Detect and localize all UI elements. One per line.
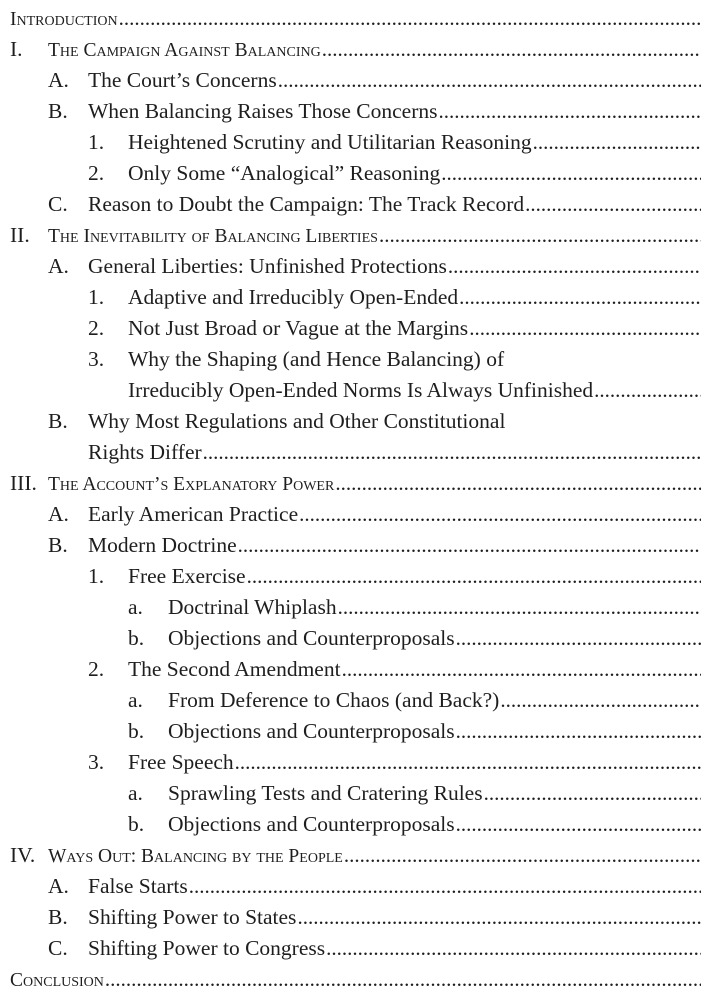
toc-entry-part-3-b[interactable] [0, 530, 701, 561]
toc-entry-part-3-b-1[interactable] [0, 561, 701, 592]
toc-entry-title: The Inevitability of Balancing Liberties [48, 226, 378, 247]
toc-entry-part-2-a-3[interactable] [0, 344, 701, 406]
dot-leader [459, 282, 701, 313]
toc-entry-number: C. [48, 936, 68, 960]
toc-entry-title: Adaptive and Irreducibly Open-Ended [128, 285, 459, 309]
toc-entry-title: Doctrinal Whiplash [168, 595, 337, 619]
toc-entry-part-3-b-3-b[interactable] [0, 809, 701, 840]
dot-leader [484, 778, 701, 809]
toc-entry-title: Modern Doctrine [88, 533, 237, 557]
dot-leader [525, 189, 701, 220]
dot-leader [456, 809, 701, 840]
toc-entry-part-4-c[interactable] [0, 933, 701, 964]
toc-entry-part-2[interactable] [0, 220, 701, 251]
toc-entry-title: Early American Practice [88, 502, 299, 526]
toc-entry-number: A. [48, 68, 69, 92]
dot-leader [189, 871, 701, 902]
toc-entry-number: b. [128, 626, 145, 650]
toc-entry-title: Objections and Counterproposals [168, 626, 455, 650]
toc-entry-number: B. [48, 533, 68, 557]
toc-entry-title: Objections and Counterproposals [168, 719, 455, 743]
toc-entry-title: Shifting Power to Congress [88, 936, 326, 960]
toc-entry-part-1-b-2[interactable] [0, 158, 701, 189]
toc-entry-number: A. [48, 874, 69, 898]
dot-leader [342, 654, 701, 685]
toc-entry-number: 2. [88, 657, 105, 681]
dot-leader [594, 375, 701, 406]
dot-leader [326, 933, 701, 964]
dot-leader [335, 468, 701, 499]
toc-entry-title: Free Exercise [128, 564, 246, 588]
toc-entry-part-2-b[interactable] [0, 406, 701, 468]
dot-leader [119, 3, 701, 34]
toc-entry-number: C. [48, 192, 68, 216]
toc-entry-number: A. [48, 502, 69, 526]
toc-entry-part-3-b-2-b[interactable] [0, 716, 701, 747]
toc-entry-number: 1. [88, 285, 105, 309]
dot-leader [448, 251, 701, 282]
toc-entry-title: When Balancing Raises Those Concerns [88, 99, 438, 123]
dot-leader [379, 220, 701, 251]
dot-leader [105, 964, 701, 995]
toc-entry-number: 1. [88, 564, 105, 588]
toc-entry-number: B. [48, 99, 68, 123]
toc-entry-title: Ways Out: Balancing by the People [48, 846, 343, 867]
toc-entry-title-continued: Irreducibly Open-Ended Norms Is Always Unfinished [128, 378, 594, 402]
toc-entry-number: III. [10, 471, 37, 495]
dot-leader [247, 561, 701, 592]
toc-entry-title-continued: Rights Differ [88, 440, 202, 464]
toc-entry-conclusion[interactable] [0, 964, 701, 995]
toc-entry-part-1-c[interactable] [0, 189, 701, 220]
toc-entry-title: Why Most Regulations and Other Constitutional [88, 409, 506, 433]
toc-entry-title: General Liberties: Unfinished Protections [88, 254, 447, 278]
dot-leader [344, 840, 701, 871]
toc-entry-part-3-b-3[interactable] [0, 747, 701, 778]
dot-leader [338, 592, 701, 623]
toc-entry-number: b. [128, 812, 145, 836]
toc-entry-title: Why the Shaping (and Hence Balancing) of [128, 347, 505, 371]
toc-entry-title: Heightened Scrutiny and Utilitarian Reasoning [128, 130, 532, 154]
toc-entry-part-3-a[interactable] [0, 499, 701, 530]
toc-entry-number: I. [10, 37, 23, 61]
toc-entry-title: The Campaign Against Balancing [48, 40, 321, 61]
toc-entry-number: a. [128, 688, 143, 712]
dot-leader [235, 747, 701, 778]
toc-entry-title: The Account’s Explanatory Power [48, 474, 335, 495]
toc-entry-title: Introduction [10, 9, 118, 30]
toc-entry-part-4-b[interactable] [0, 902, 701, 933]
toc-entry-part-3-b-1-a[interactable] [0, 592, 701, 623]
toc-entry-title: Not Just Broad or Vague at the Margins [128, 316, 469, 340]
toc-entry-number: B. [48, 409, 68, 433]
toc-entry-part-4[interactable] [0, 840, 701, 871]
dot-leader [238, 530, 701, 561]
dot-leader [322, 34, 701, 65]
toc-entry-title: Free Speech [128, 750, 234, 774]
dot-leader [203, 437, 701, 468]
dot-leader [439, 96, 702, 127]
toc-entry-title: From Deference to Chaos (and Back?) [168, 688, 500, 712]
toc-entry-number: a. [128, 781, 143, 805]
dot-leader [297, 902, 701, 933]
toc-entry-number: IV. [10, 843, 36, 867]
toc-entry-title: Objections and Counterproposals [168, 812, 455, 836]
toc-entry-title: The Court’s Concerns [88, 68, 277, 92]
toc-entry-part-1-a[interactable] [0, 65, 701, 96]
toc-entry-part-2-a-2[interactable] [0, 313, 701, 344]
dot-leader [278, 65, 701, 96]
toc-entry-number: B. [48, 905, 68, 929]
toc-entry-number: A. [48, 254, 69, 278]
toc-entry-part-2-a-1[interactable] [0, 282, 701, 313]
toc-entry-title: Sprawling Tests and Cratering Rules [168, 781, 483, 805]
dot-leader [456, 716, 701, 747]
toc-entry-title: Shifting Power to States [88, 905, 297, 929]
toc-entry-number: II. [10, 223, 30, 247]
toc-entry-title: False Starts [88, 874, 188, 898]
toc-entry-number: 2. [88, 161, 105, 185]
dot-leader [469, 313, 701, 344]
toc-entry-part-1-b-1[interactable] [0, 127, 701, 158]
dot-leader [441, 158, 701, 189]
toc-entry-part-3-b-2-a[interactable] [0, 685, 701, 716]
toc-entry-part-3[interactable] [0, 468, 701, 499]
toc-entry-number: 3. [88, 347, 105, 371]
dot-leader [533, 127, 701, 158]
toc-entry-number: 3. [88, 750, 105, 774]
toc-entry-number: 1. [88, 130, 105, 154]
toc-entry-title: The Second Amendment [128, 657, 341, 681]
toc-entry-title: Reason to Doubt the Campaign: The Track Record [88, 192, 525, 216]
toc-entry-part-2-a[interactable] [0, 251, 701, 282]
toc-entry-number: b. [128, 719, 145, 743]
toc-entry-title: Only Some “Analogical” Reasoning [128, 161, 441, 185]
toc-entry-part-1-b[interactable] [0, 96, 701, 127]
toc-entry-number: 2. [88, 316, 105, 340]
dot-leader [500, 685, 701, 716]
toc-entry-introduction[interactable] [0, 3, 701, 34]
toc-entry-part-3-b-1-b[interactable] [0, 623, 701, 654]
dot-leader [456, 623, 701, 654]
toc-entry-part-1[interactable] [0, 34, 701, 65]
toc-entry-part-4-a[interactable] [0, 871, 701, 902]
toc-entry-title: Conclusion [10, 970, 104, 991]
toc-entry-part-3-b-3-a[interactable] [0, 778, 701, 809]
toc-entry-part-3-b-2[interactable] [0, 654, 701, 685]
dot-leader [299, 499, 701, 530]
toc-entry-number: a. [128, 595, 143, 619]
